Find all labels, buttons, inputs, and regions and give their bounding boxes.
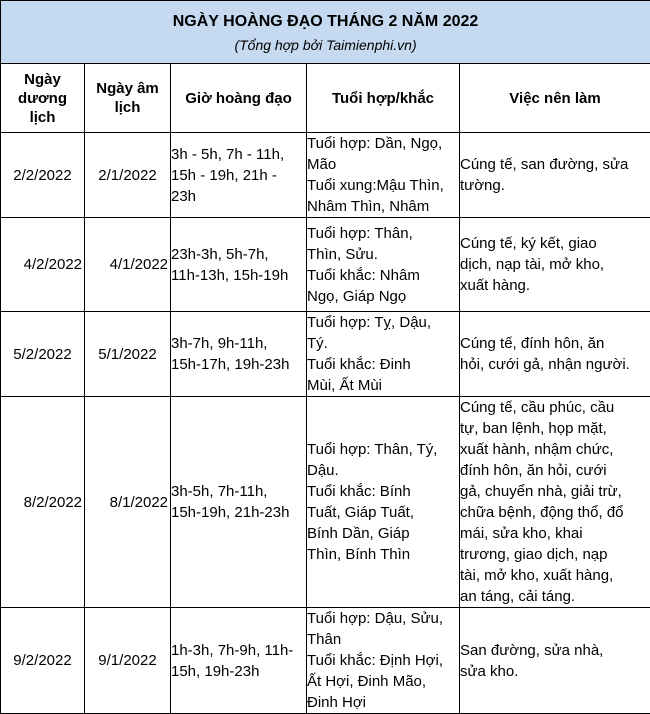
auspicious-hours-cell-line: 23h <box>171 186 306 207</box>
compatible-ages-cell-line: Ngọ, Giáp Ngọ <box>307 286 459 307</box>
auspicious-hours-cell-line: 15h, 19h-23h <box>171 661 306 682</box>
table-row <box>1 218 650 312</box>
solar-date-cell: 4/2/2022 <box>1 218 85 312</box>
recommended-activities-cell-line: tài, mở kho, xuất hàng, <box>460 565 650 586</box>
table-subtitle: (Tổng hợp bởi Taimienphi.vn) <box>1 36 650 54</box>
table-row <box>1 397 650 608</box>
compatible-ages-cell-line: Tuổi khắc: Định Hợi, <box>307 650 459 671</box>
auspicious-hours-cell-line: 15h - 19h, 21h - <box>171 165 306 186</box>
header-lunar-date <box>85 64 171 133</box>
header-lunar-date-line: Ngày âm <box>85 79 170 98</box>
compatible-ages-cell <box>307 312 460 397</box>
recommended-activities-cell-line: Cúng tế, ký kết, giao <box>460 233 650 254</box>
recommended-activities-cell-line: gả, chuyển nhà, giải trừ, <box>460 481 650 502</box>
compatible-ages-cell <box>307 397 460 608</box>
compatible-ages-cell-line: Mão <box>307 154 459 175</box>
compatible-ages-cell-line: Ất Hợi, Đinh Mão, <box>307 671 459 692</box>
compatible-ages-cell-line: Tuổi hợp: Thân, <box>307 223 459 244</box>
recommended-activities-cell <box>460 397 650 608</box>
recommended-activities-cell <box>460 608 650 714</box>
recommended-activities-cell-line: Cúng tế, cầu phúc, cầu <box>460 397 650 418</box>
header-auspicious-hours: Giờ hoàng đạo <box>171 64 307 133</box>
solar-date-cell: 2/2/2022 <box>1 133 85 218</box>
solar-date-cell: 8/2/2022 <box>1 397 85 608</box>
compatible-ages-cell-line: Tý. <box>307 333 459 354</box>
recommended-activities-cell-line: San đường, sửa nhà, <box>460 640 650 661</box>
auspicious-hours-cell <box>171 218 307 312</box>
compatible-ages-cell-line: Thìn, Sửu. <box>307 244 459 265</box>
auspicious-hours-cell-line: 3h - 5h, 7h - 11h, <box>171 144 306 165</box>
auspicious-hours-cell <box>171 608 307 714</box>
auspicious-hours-cell-line: 1h-3h, 7h-9h, 11h- <box>171 640 306 661</box>
compatible-ages-cell-line: Mùi, Ất Mùi <box>307 375 459 396</box>
compatible-ages-cell-line: Tuổi xung:Mậu Thìn, <box>307 175 459 196</box>
compatible-ages-cell-line: Tuổi khắc: Bính <box>307 481 459 502</box>
auspicious-hours-cell-line: 23h-3h, 5h-7h, <box>171 244 306 265</box>
recommended-activities-cell-line: tự, ban lệnh, họp mặt, <box>460 418 650 439</box>
recommended-activities-cell <box>460 218 650 312</box>
title-row <box>1 1 650 64</box>
lunar-date-cell: 8/1/2022 <box>85 397 171 608</box>
auspicious-hours-cell <box>171 397 307 608</box>
header-lunar-date-line: lịch <box>85 98 170 117</box>
compatible-ages-cell-line: Tuổi hợp: Thân, Tý, <box>307 439 459 460</box>
compatible-ages-cell-line: Tuổi hợp: Dậu, Sửu, <box>307 608 459 629</box>
solar-date-cell: 9/2/2022 <box>1 608 85 714</box>
table-title: NGÀY HOÀNG ĐẠO THÁNG 2 NĂM 2022 <box>1 12 650 32</box>
recommended-activities-cell-line: an táng, cải táng. <box>460 586 650 607</box>
header-solar-date <box>1 64 85 133</box>
auspicious-hours-cell-line: 11h-13h, 15h-19h <box>171 265 306 286</box>
table-body <box>1 133 650 714</box>
recommended-activities-cell-line: mái, sửa kho, khai <box>460 523 650 544</box>
compatible-ages-cell-line: Dậu. <box>307 460 459 481</box>
header-row <box>1 64 650 133</box>
title-cell <box>1 1 650 64</box>
compatible-ages-cell-line: Thìn, Bính Thìn <box>307 544 459 565</box>
compatible-ages-cell-line: Tuổi hợp: Tỵ, Dậu, <box>307 312 459 333</box>
header-recommended-activities: Việc nên làm <box>460 64 650 133</box>
compatible-ages-cell-line: Đinh Hợi <box>307 692 459 713</box>
compatible-ages-cell-line: Tuổi hợp: Dần, Ngọ, <box>307 133 459 154</box>
header-compatible-ages: Tuổi hợp/khắc <box>307 64 460 133</box>
recommended-activities-cell-line: hỏi, cưới gả, nhận người. <box>460 354 650 375</box>
compatible-ages-cell <box>307 133 460 218</box>
recommended-activities-cell-line: đính hôn, ăn hỏi, cưới <box>460 460 650 481</box>
table-row <box>1 133 650 218</box>
lunar-date-cell: 5/1/2022 <box>85 312 171 397</box>
auspicious-hours-cell <box>171 312 307 397</box>
auspicious-hours-cell <box>171 133 307 218</box>
compatible-ages-cell-line: Tuổi khắc: Đinh <box>307 354 459 375</box>
table-row <box>1 312 650 397</box>
recommended-activities-cell-line: chữa bệnh, động thổ, đổ <box>460 502 650 523</box>
header-solar-date-line: Ngày <box>1 70 84 89</box>
compatible-ages-cell-line: Tuất, Giáp Tuất, <box>307 502 459 523</box>
compatible-ages-cell-line: Bính Dần, Giáp <box>307 523 459 544</box>
compatible-ages-cell <box>307 218 460 312</box>
recommended-activities-cell-line: trương, giao dịch, nạp <box>460 544 650 565</box>
compatible-ages-cell-line: Tuổi khắc: Nhâm <box>307 265 459 286</box>
header-solar-date-line: dương <box>1 89 84 108</box>
auspicious-hours-cell-line: 15h-17h, 19h-23h <box>171 354 306 375</box>
recommended-activities-cell-line: sửa kho. <box>460 661 650 682</box>
header-solar-date-line: lịch <box>1 108 84 127</box>
recommended-activities-cell-line: Cúng tế, đính hôn, ăn <box>460 333 650 354</box>
auspicious-hours-cell-line: 3h-5h, 7h-11h, <box>171 481 306 502</box>
lunar-date-cell: 4/1/2022 <box>85 218 171 312</box>
table-row <box>1 608 650 714</box>
recommended-activities-cell-line: xuất hành, nhậm chức, <box>460 439 650 460</box>
solar-date-cell: 5/2/2022 <box>1 312 85 397</box>
recommended-activities-cell <box>460 312 650 397</box>
auspicious-hours-cell-line: 3h-7h, 9h-11h, <box>171 333 306 354</box>
recommended-activities-cell-line: Cúng tế, san đường, sửa <box>460 154 650 175</box>
lunar-date-cell: 2/1/2022 <box>85 133 171 218</box>
recommended-activities-cell-line: tường. <box>460 175 650 196</box>
compatible-ages-cell-line: Nhâm Thìn, Nhâm <box>307 196 459 217</box>
compatible-ages-cell <box>307 608 460 714</box>
lunar-date-cell: 9/1/2022 <box>85 608 171 714</box>
auspicious-hours-cell-line: 15h-19h, 21h-23h <box>171 502 306 523</box>
compatible-ages-cell-line: Thân <box>307 629 459 650</box>
recommended-activities-cell-line: xuất hàng. <box>460 275 650 296</box>
recommended-activities-cell <box>460 133 650 218</box>
recommended-activities-cell-line: dịch, nạp tài, mở kho, <box>460 254 650 275</box>
